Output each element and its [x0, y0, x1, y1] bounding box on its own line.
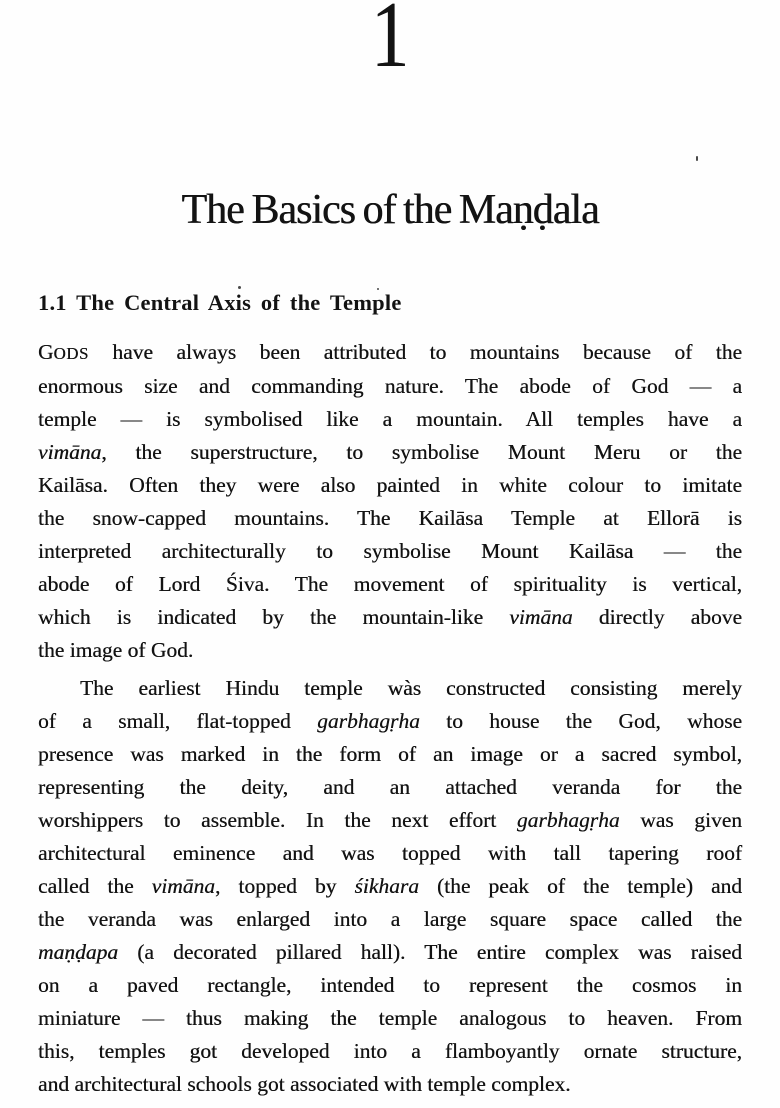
- text-line: the veranda was enlarged into a large square space called the: [38, 907, 742, 931]
- text-line: miniature — thus making the temple analogous to heaven. From: [38, 1006, 742, 1030]
- text-line: worshippers to assemble. In the next effort garbhagṛha was given: [38, 808, 743, 832]
- paragraph: [38, 336, 742, 667]
- text-line: abode of Lord Śiva. The movement of spirituality is vertical,: [38, 572, 742, 596]
- text-line: on a paved rectangle, intended to represent the cosmos in: [38, 973, 742, 997]
- text-line: this, temples got developed into a flamboyantly ornate structure,: [38, 1039, 742, 1063]
- scan-speck: [696, 156, 698, 161]
- text-line: The earliest Hindu temple wàs constructed consisting merely: [80, 676, 742, 700]
- text-line: which is indicated by the mountain-like vimāna directly above: [38, 605, 742, 629]
- text-line: temple — is symbolised like a mountain. All temples have a: [38, 407, 742, 431]
- body-text: [38, 336, 742, 1101]
- text-line: enormous size and commanding nature. The abode of God — a: [38, 374, 742, 398]
- text-line: of a small, flat-topped garbhagṛha to house the God, whose: [38, 709, 742, 733]
- chapter-number: 1: [370, 0, 410, 87]
- text-line: GODS have always been attributed to mountains because of the: [38, 340, 742, 364]
- text-line: interpreted architecturally to symbolise Mount Kailāsa — the: [38, 539, 742, 563]
- scan-speck: [238, 286, 241, 289]
- paragraph: [38, 672, 742, 1101]
- text-line: representing the deity, and an attached veranda for the: [38, 775, 742, 799]
- text-line: vimāna, the superstructure, to symbolise Mount Meru or the: [38, 440, 742, 464]
- text-line: the snow-capped mountains. The Kailāsa Temple at Ellorā is: [38, 506, 742, 530]
- scan-speck: [377, 288, 379, 290]
- text-line: called the vimāna, topped by śikhara (the peak of the temple) and: [38, 874, 742, 898]
- text-line: maṇḍapa (a decorated pillared hall). The entire complex was raised: [38, 940, 742, 964]
- text-line: the image of God.: [38, 638, 194, 662]
- text-line: Kailāsa. Often they were also painted in white colour to imitate: [38, 473, 742, 497]
- text-line: presence was marked in the form of an image or a sacred symbol,: [38, 742, 742, 766]
- section-heading: 1.1 The Central Axis of the Temple: [38, 290, 402, 315]
- text-line: and architectural schools got associated with temple complex.: [38, 1072, 571, 1096]
- chapter-title: The Basics of the Maṇḍala: [181, 187, 599, 233]
- text-line: architectural eminence and was topped with tall tapering roof: [38, 841, 742, 865]
